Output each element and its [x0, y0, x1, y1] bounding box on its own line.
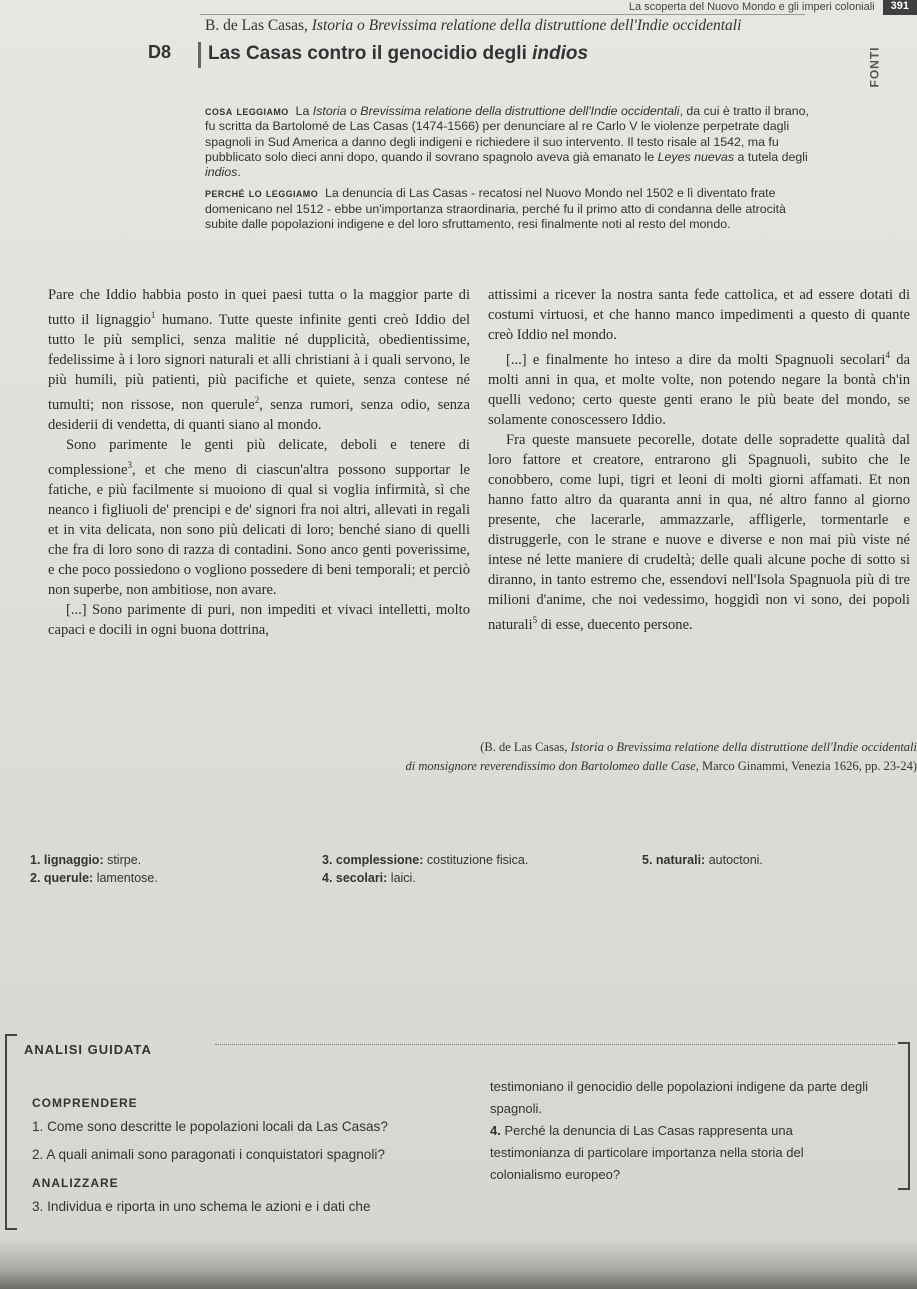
text-run: Sono parimente le genti più delicate, deboli e tenere di complessione — [48, 436, 470, 478]
intro-what — [205, 104, 815, 180]
bracket-right — [898, 1042, 910, 1190]
title-italic: indios — [532, 43, 589, 64]
intro-what-end: . — [237, 165, 241, 180]
analysis-title: ANALISI GUIDATA — [24, 1042, 152, 1057]
document-code: D8 — [148, 42, 172, 62]
footnote-term: 5. naturali: — [642, 853, 706, 867]
text-run: attissimi a ricever la nostra santa fede cattolica, et ad essere dotati di costumi virtuosi, et che hanno manco impedimenti a questo di quante creò Iddio nel mondo. — [488, 287, 910, 343]
citation-publisher: , Marco Ginammi, Venezia 1626, pp. 23-24) — [695, 759, 917, 773]
footnote — [322, 852, 528, 869]
footnote-term: 1. lignaggio: — [30, 853, 104, 867]
running-head — [629, 0, 917, 14]
citation — [340, 738, 917, 776]
source-work: Istoria o Brevissima relatione della distruttione dell'Indie occidentali — [311, 17, 742, 34]
footnote-term: 3. complessione: — [322, 853, 424, 867]
intro-box — [205, 104, 815, 238]
footnote-definition: lamentose. — [93, 871, 158, 885]
page-number: 391 — [883, 0, 917, 15]
footnote-term: 4. secolari: — [322, 871, 388, 885]
text-column-right — [488, 285, 910, 635]
section-analizzare: ANALIZZARE — [32, 1176, 119, 1190]
intro-what-work: Istoria o Brevissima relatione della distruttione dell'Indie occidentali — [312, 104, 680, 118]
side-tab-label: FONTI — [867, 46, 882, 88]
analysis-right — [490, 1076, 870, 1186]
question-4-text: Perché la denuncia di Las Casas rappresenta una testimonianza di particolare importanza nella storia del colonialismo europeo? — [490, 1123, 804, 1182]
text-run: Fra queste mansuete pecorelle, dotate delle sopradette qualità dal loro fattore et creatore, entrarono gli Spagnuoli, subito che le conobbero, come lupi, tigri et leoni di molti giorni affamati. Et non hanno fatto altro da quaranta anni in qua, né altro fanno al giorno presente, che lacerarle, ammazzarle, affligerle, tormentarle e distruggerle, con le strane e nuove e diverse e non mai più viste né intese né lette maniere di crudeltà; delle quali alcune poche di sotto si diranno, in tanto estremo che, essendovi nell'Isola Spagnuola più di tre milioni d'anime, che noi vedessimo, hoggidì non vi sono, dei popoli naturali — [488, 431, 910, 633]
citation-work: Istoria o Brevissima relatione della distruttione dell'Indie occidentali — [570, 740, 917, 754]
question-4 — [490, 1120, 870, 1186]
citation-line-1 — [340, 738, 917, 757]
footnote-definition: costituzione fisica. — [423, 853, 529, 867]
running-title: La scoperta del Nuovo Mondo e gli imperi coloniali — [628, 1, 875, 13]
question-3-continued: testimoniano il genocidio delle popolazioni indigene da parte degli spagnoli. — [490, 1079, 868, 1116]
intro-why-label: perché lo leggiamo — [205, 186, 319, 201]
footnote-definition: autoctoni. — [705, 853, 763, 867]
document-title — [208, 43, 588, 65]
section-comprendere: COMPRENDERE — [32, 1096, 138, 1110]
intro-why-text: La denuncia di Las Casas - recatosi nel Nuovo Mondo nel 1502 e lì diventato frate domenicano nel 1512 - ebbe un'importanza straordinaria, perché fu il primo atto di condanna delle atrocità subite dalle popolazioni indigene e del loro sfruttamento, resi finalmente noti al resto del mondo. — [205, 186, 786, 232]
paragraph — [48, 435, 470, 600]
footnote-term: 2. querule: — [30, 871, 94, 885]
intro-why — [205, 186, 815, 232]
text-run: di esse, duecento persone. — [537, 616, 693, 633]
intro-what-laws: Leyes nuevas — [657, 149, 735, 164]
footnote — [642, 852, 763, 869]
source-author: B. de Las Casas, — [205, 17, 312, 34]
text-run: [...] e finalmente ho inteso a dire da molti Spagnuoli secolari — [506, 351, 886, 368]
question-4-number: 4. — [490, 1123, 501, 1138]
citation-line-2 — [340, 757, 917, 776]
footnote-definition: laici. — [387, 871, 416, 885]
header-rule — [200, 14, 805, 15]
citation-editor: di monsignore reverendissimo don Bartolomeo dalle Case — [405, 759, 696, 773]
footnote-ref: 1 — [150, 310, 156, 320]
intro-what-text-c: a tutela degli — [734, 149, 808, 164]
analysis-left — [32, 1092, 492, 1218]
text-column-left — [48, 285, 470, 640]
footnote-ref: 5 — [532, 614, 538, 625]
title-divider — [198, 42, 201, 68]
footnote — [322, 870, 416, 887]
bracket-left — [5, 1034, 17, 1230]
intro-what-text-b: , da cui è tratto il brano, fu scritta da Bartolomé de Las Casas (1474-1566) per denunciare al re Carlo V le violenze perpetrate dagli spagnoli in Sud America a danno degli indigeni e richiedere il suo intervento. Il testo risale al 1542, ma fu pubblicato solo dieci anni dopo, quando il sovrano spagnolo aveva già emanato le — [205, 104, 809, 164]
paragraph — [488, 285, 910, 345]
footnote — [30, 870, 158, 887]
dotted-rule — [215, 1044, 895, 1045]
paragraph — [488, 430, 910, 635]
footnote — [30, 852, 141, 869]
paragraph: [...] Sono parimente di puri, non impediti et vivaci intelletti, molto capaci e docili in ogni buona dottrina, — [48, 601, 470, 638]
question-1: 1. Come sono descritte le popolazioni locali da Las Casas? — [32, 1119, 388, 1134]
intro-what-text-a: La — [295, 104, 313, 118]
footnote-ref: 2 — [254, 394, 260, 405]
paragraph — [488, 345, 910, 430]
footnote-definition: stirpe. — [103, 853, 142, 867]
text-run: , senza rumori, senza odio, senza desiderii di vendetta, di quanti siano al mondo. — [48, 396, 470, 433]
page-shadow — [0, 1239, 917, 1289]
title-main: Las Casas contro il genocidio degli — [208, 43, 533, 64]
footnote-ref: 3 — [127, 459, 132, 470]
text-run: Pare che Iddio habbia posto in quei paesi tutta o la maggior parte di tutto il lignaggio — [48, 287, 470, 328]
text-run: , et che meno di ciascun'altra possono supportar le fatiche, e più facilmente si muoiono di qual si voglia infirmità, sì che neanco i figliuoli de' prencipi e de' signori fra noi altri, allevati in regali et in vita delicata, non sono più delicati di loro; benché siano di quelli che fra di loro sono di razza di contadini. Sono anco genti poverissime, e che poco possiedono o vogliono possedere di beni temporali; et perciò non superbe, non ambitiose, non avare. — [48, 461, 470, 598]
side-tab — [847, 24, 917, 94]
source-line — [205, 17, 741, 35]
citation-author: (B. de Las Casas, — [480, 740, 571, 754]
text-run: da molti anni in qua, et molte volte, non potendo negare la bontà ch'in quelli vedono; certo queste genti erano le più beate del mondo, se solamente conoscessero Iddio. — [488, 351, 910, 428]
intro-what-indios: indios — [205, 165, 238, 180]
intro-what-label: cosa leggiamo — [205, 104, 289, 118]
paragraph — [48, 285, 470, 435]
footnote-ref: 4 — [885, 350, 890, 360]
question-3: 3. Individua e riporta in uno schema le azioni e i dati che — [32, 1199, 371, 1214]
question-2: 2. A quali animali sono paragonati i conquistatori spagnoli? — [32, 1147, 385, 1162]
text-run: humano. Tutte queste infinite genti creò Iddio del tutto le più semplici, senza malitie né dupplicità, obedientissime, fedelissime à i loro signori naturali et alli christiani à i quali servono, le più humili, più patienti, più pacifiche et quiete, senza contese né tumulti; non rissose, non querule — [48, 311, 470, 413]
